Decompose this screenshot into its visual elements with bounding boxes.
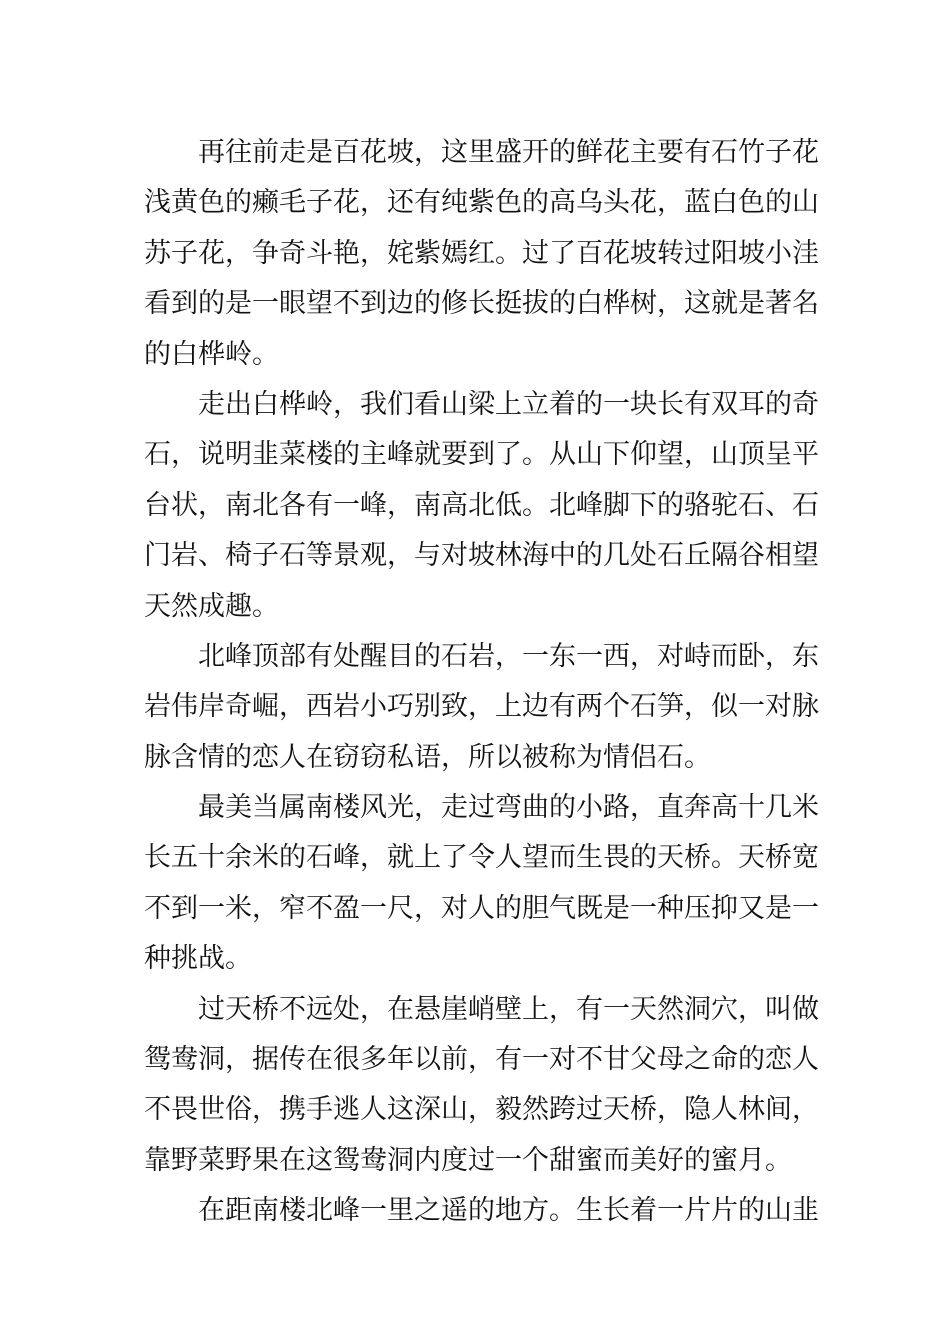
text-line: 走出白桦岭，我们看山梁上立着的一块长有双耳的奇 [198,388,819,420]
text-line: 过天桥不远处，在悬崖峭壁上，有一天然洞穴，叫做 [198,993,819,1025]
text-line: 再往前走是百花坡，这里盛开的鲜花主要有石竹子花 [198,137,819,168]
text-line: 岩伟岸奇崛，西岩小巧别致，上边有两个石笋，似一对脉 [144,691,819,723]
text-line: 苏子花，争奇斗艳，姹紫嫣红。过了百花坡转过阳坡小洼 [144,237,819,269]
paragraph-shanjiu [144,1186,819,1236]
article-body [144,128,819,1237]
text-line: 最美当属南楼风光，走过弯曲的小路，直奔高十几米 [198,792,819,824]
paragraph-yuanyangdong [144,985,819,1187]
text-line: 台状，南北各有一峰，南高北低。北峰脚下的骆驼石、石 [144,489,819,521]
text-line: 长五十余米的石峰，就上了令人望而生畏的天桥。天桥宽 [144,842,819,874]
text-line: 浅黄色的癞毛子花，还有纯紫色的高乌头花，蓝白色的山 [144,187,819,219]
text-line: 鸳鸯洞，据传在很多年以前，有一对不甘父母之命的恋人 [144,1044,819,1076]
paragraph-qinglvshi [144,632,819,783]
text-line: 在距南楼北峰一里之遥的地方。生长着一片片的山韭 [198,1195,819,1227]
paragraph-baihuapo [144,128,819,380]
text-line: 不到一米，窄不盈一尺，对人的胆气既是一种压抑又是一 [144,892,819,924]
text-line: 石，说明韭菜楼的主峰就要到了。从山下仰望，山顶呈平 [144,439,819,471]
text-line: 脉含情的恋人在窃窃私语，所以被称为情侣石。 [144,741,711,773]
text-line: 靠野菜野果在这鸳鸯洞内度过一个甜蜜而美好的蜜月。 [144,1144,792,1176]
text-line: 看到的是一眼望不到边的修长挺拔的白桦树，这就是著名 [144,288,819,320]
paragraph-tianqiao [144,783,819,985]
text-line: 种挑战。 [144,943,252,975]
text-line: 天然成趣。 [144,590,279,622]
text-line: 的白桦岭。 [144,338,279,370]
text-line: 门岩、椅子石等景观，与对坡林海中的几处石丘隔谷相望 [144,540,819,572]
paragraph-zhufeng [144,380,819,632]
text-line: 北峰顶部有处醒目的石岩，一东一西，对峙而卧，东 [198,640,819,672]
text-line: 不畏世俗，携手逃人这深山，毅然跨过天桥，隐人林间， [144,1094,819,1126]
